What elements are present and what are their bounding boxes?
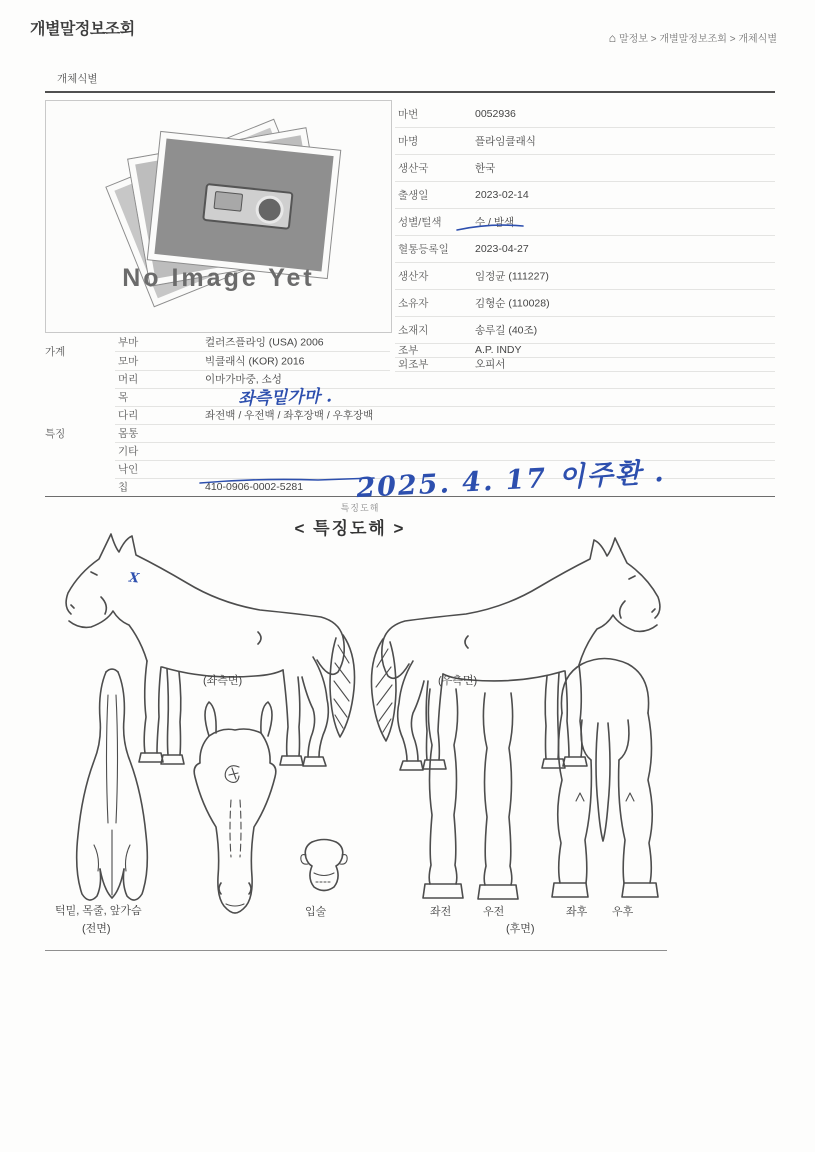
table-row: 마명 플라임클래식 — [395, 127, 775, 155]
breadcrumb — [609, 30, 777, 45]
label-left-side-view: (좌측면) — [203, 675, 243, 687]
label-hind-left-leg: 좌후 — [566, 906, 588, 918]
label-hind-right-leg: 우후 — [612, 906, 634, 918]
section-divider — [45, 91, 775, 93]
table-row: 목 — [115, 388, 775, 407]
label-right-side-view: (우측면) — [438, 675, 478, 687]
label-front-group: 턱밑, 목줄, 앞가슴 — [55, 905, 142, 917]
table-row: 출생일 2023-02-14 — [395, 181, 775, 209]
rear-view — [552, 659, 658, 898]
table-row: 부마 컬러즈플라잉 (USA) 2006 — [115, 332, 390, 352]
features-group-label: 특징 — [45, 427, 66, 440]
table-row: 낙인 — [115, 460, 775, 479]
tab-individual-id[interactable]: 개체식별 — [57, 73, 98, 85]
table-row: 기타 — [115, 442, 775, 461]
diagram-heading: < 특징도해 > — [294, 519, 406, 538]
photo-stack-front — [148, 132, 340, 278]
handwritten-neck-note: 좌측밑가마 . — [237, 386, 333, 410]
table-row: 몸통 — [115, 424, 775, 443]
page-title: 개별말정보조회 — [30, 21, 135, 38]
left-side-view-horse — [66, 534, 354, 766]
handwritten-x-mark: X — [128, 570, 140, 587]
table-row: 모마 빅클래식 (KOR) 2016 — [115, 351, 390, 371]
diagram-small-caption: 특징도해 — [340, 503, 380, 513]
horse-photo-placeholder — [45, 100, 392, 333]
camera-icon — [202, 183, 293, 230]
table-row: 칩 410-0906-0002-5281 — [118, 481, 304, 494]
home-icon[interactable]: ⌂ — [608, 31, 616, 45]
muzzle-view — [301, 840, 347, 891]
table-row: 성별/털색 수 / 밤색 — [395, 208, 775, 236]
horse-diagram — [42, 505, 742, 955]
label-front-caption: (전면) — [82, 923, 111, 935]
front-legs-view — [423, 689, 518, 899]
table-row: 조부 A.P. INDY — [395, 343, 775, 358]
breadcrumb-text[interactable]: 말정보 > 개별말정보조회 > 개체식별 — [618, 34, 777, 45]
no-image-text: No Image Yet — [122, 264, 315, 292]
handwritten-date-signature: 2025. 4. 17 이주환 . — [355, 456, 667, 505]
label-muzzle: 입술 — [305, 906, 327, 918]
page-bottom-divider — [45, 950, 667, 951]
front-underside-view — [77, 669, 148, 900]
table-row: 외조부 오피서 — [395, 357, 775, 372]
right-side-view-horse — [371, 538, 659, 770]
label-front-right-leg: 우전 — [483, 906, 505, 918]
front-head-view — [194, 702, 276, 913]
table-row: 머리 이마가마중, 소성 — [115, 370, 775, 389]
table-row: 마번 0052936 — [395, 100, 775, 128]
pen-strike-chip-number — [198, 475, 378, 487]
label-front-left-leg: 좌전 — [430, 906, 452, 918]
pen-underline-sex-color — [455, 221, 525, 233]
table-row: 소유자 김형순 (110028) — [395, 289, 775, 317]
table-row: 다리 좌전백 / 우전백 / 좌후장백 / 우후장백 — [115, 406, 775, 425]
table-row: 소재지 송루길 (40조) — [395, 316, 775, 344]
table-row: 생산국 한국 — [395, 154, 775, 182]
pedigree-group-label: 가계 — [45, 345, 66, 358]
table-row: 생산자 임정균 (111227) — [395, 262, 775, 290]
label-rear-caption: (후면) — [506, 923, 535, 935]
table-row: 혈통등록일 2023-04-27 — [395, 235, 775, 263]
